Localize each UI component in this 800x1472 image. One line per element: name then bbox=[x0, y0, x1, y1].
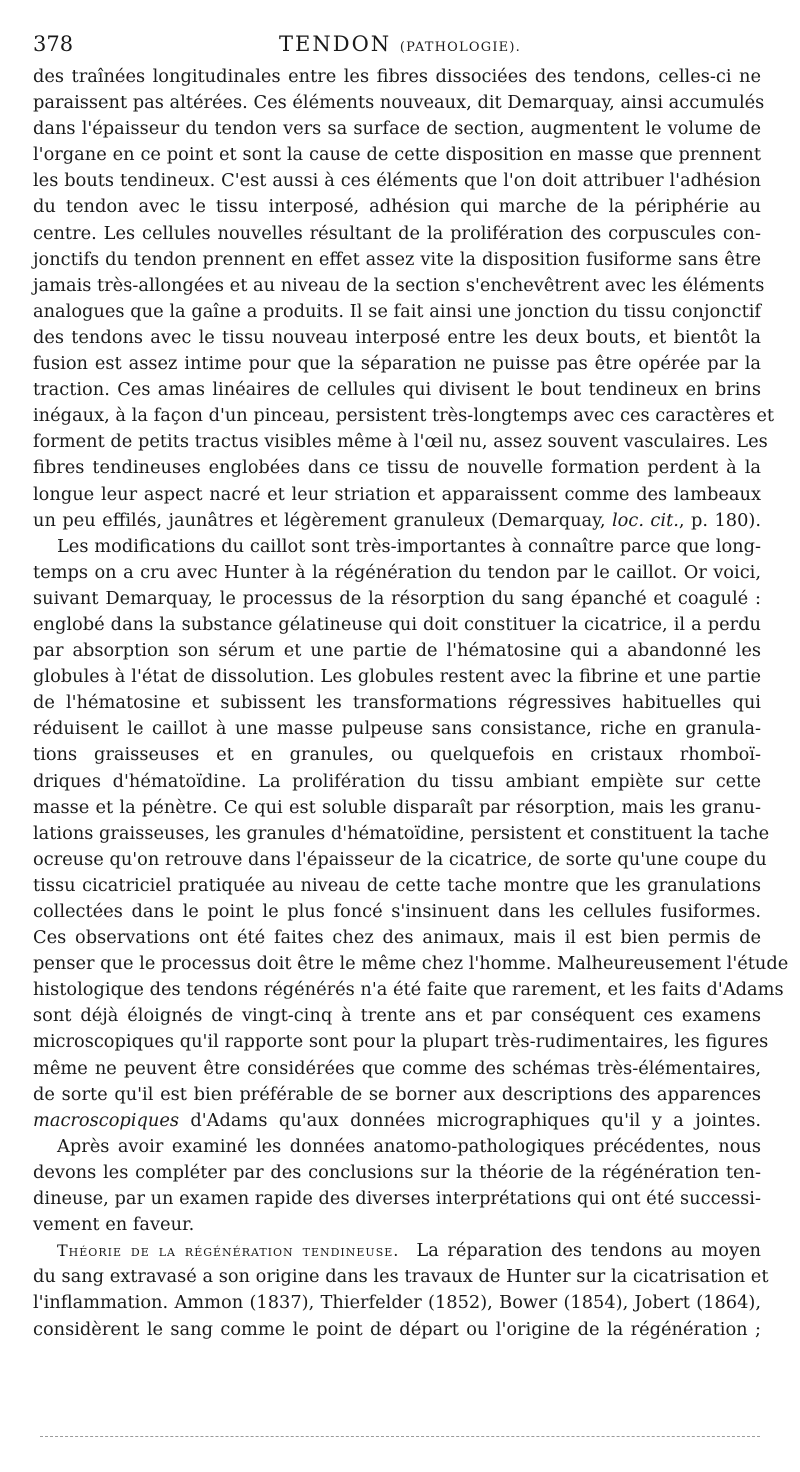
text-line: des tendons avec le tissu nouveau interposé entre les deux bouts, et bientôt la bbox=[33, 326, 761, 348]
text-line: histologique des tendons régénérés n'a été faite que rarement, et les faits d'Adams bbox=[33, 979, 784, 1001]
text-line: l'organe en ce point et sont la cause de cette disposition en masse que prennent bbox=[33, 144, 761, 166]
text-line: fibres tendineuses englobées dans ce tissu de nouvelle formation perdent à la bbox=[33, 457, 761, 479]
running-head-title: TENDON bbox=[279, 32, 392, 56]
text-line: jonctifs du tendon prennent en effet assez vite la disposition fusiforme sans être bbox=[33, 248, 761, 270]
text-line: inégaux, à la façon d'un pinceau, persistent très-longtemps avec ces caractères et bbox=[33, 405, 775, 427]
text-line: paraissent pas altérées. Ces éléments nouveaux, dit Demarquay, ainsi accumulés bbox=[33, 92, 765, 114]
text-line: microscopiques qu'il rapporte sont pour la plupart très-rudimentaires, les figures bbox=[33, 1031, 769, 1053]
page-number: 378 bbox=[33, 32, 74, 56]
text-line-macroscopiques bbox=[33, 1108, 761, 1134]
text-line: Ces observations ont été faites chez des animaux, mais il est bien permis de bbox=[33, 927, 761, 949]
text-line: de l'hématosine et subissent les transformations régressives habituelles qui bbox=[33, 692, 761, 714]
text-line: masse et la pénètre. Ce qui est soluble disparaît par résorption, mais les granu- bbox=[33, 796, 761, 818]
citation-text: un peu effilés, jaunâtres et légèrement granuleux (Demarquay, bbox=[33, 509, 606, 531]
text-line: globules à l'état de dissolution. Les globules restent avec la fibrine et une partie bbox=[33, 666, 761, 688]
text-line: temps on a cru avec Hunter à la régénération du tendon par le caillot. Or voici, bbox=[33, 561, 761, 583]
text-line-section bbox=[33, 1238, 761, 1264]
text-line: réduisent le caillot à une masse pulpeuse sans consistance, riche en granula- bbox=[33, 718, 761, 740]
citation-loc-cit: loc. cit. bbox=[611, 509, 679, 531]
text-line: considèrent le sang comme le point de départ ou l'origine de la régénération ; bbox=[33, 1318, 761, 1340]
running-head-subtitle: (PATHOLOGIE). bbox=[399, 40, 521, 55]
text-line: forment de petits tractus visibles même à l'œil nu, assez souvent vasculaires. Les bbox=[33, 431, 768, 453]
text-line: collectées dans le point le plus foncé s'insinuent dans les cellules fusiformes. bbox=[33, 901, 761, 922]
text-line: tissu cicatriciel pratiquée au niveau de cette tache montre que les granulations bbox=[33, 874, 761, 896]
text-line: penser que le processus doit être le même chez l'homme. Malheureusement l'étude bbox=[33, 953, 789, 975]
text-line: de sorte qu'il est bien préférable de se borner aux descriptions des apparences bbox=[33, 1083, 761, 1105]
text-line: lations graisseuses, les granules d'hématoïdine, persistent et constituent la tache bbox=[33, 822, 770, 844]
page-header bbox=[33, 30, 767, 60]
text-line: analogues que la gaîne a produits. Il se fait ainsi une jonction du tissu conjonctif bbox=[33, 300, 761, 322]
macroscopiques-rest: d'Adams qu'aux données micrographiques qu'il y a jointes. bbox=[190, 1109, 761, 1131]
text-line: englobé dans la substance gélatineuse qui doit constituer la cicatrice, il a perdu bbox=[33, 613, 761, 635]
text-line: jamais très-allongées et au niveau de la section s'enchevêtrent avec les éléments bbox=[33, 274, 765, 296]
text-line: du tendon avec le tissu interposé, adhésion qui marche de la périphérie au bbox=[33, 196, 761, 218]
text-line: dineuse, par un examen rapide des diverses interprétations qui ont été successi- bbox=[33, 1188, 761, 1210]
section-first-text: La réparation des tendons au moyen bbox=[416, 1240, 761, 1262]
text-line: centre. Les cellules nouvelles résultant de la prolifération des corpuscules con- bbox=[33, 222, 761, 244]
text-line: l'inflammation. Ammon (1837), Thierfelder (1852), Bower (1854), Jobert (1864), bbox=[33, 1292, 761, 1314]
section-heading: Théorie de la régénération tendineuse. bbox=[57, 1241, 400, 1261]
text-line: tions graisseuses et en granules, ou quelquefois en cristaux rhomboï- bbox=[33, 744, 761, 766]
text-line: dans l'épaisseur du tendon vers sa surface de section, augmentent le volume de bbox=[33, 118, 761, 140]
running-head bbox=[33, 30, 767, 62]
text-line: fusion est assez intime pour que la séparation ne puisse pas être opérée par la bbox=[33, 353, 761, 375]
text-line: vement en faveur. bbox=[33, 1214, 195, 1236]
text-line: les bouts tendineux. C'est aussi à ces éléments que l'on doit attribuer l'adhésion bbox=[33, 170, 761, 192]
footer-rule bbox=[40, 1436, 760, 1437]
citation-page-ref: , p. 180). bbox=[678, 509, 761, 531]
text-line: devons les compléter par des conclusions sur la théorie de la régénération ten- bbox=[33, 1161, 761, 1183]
body-text bbox=[33, 64, 789, 1343]
text-line: même ne peuvent être considérées que comme des schémas très-élémentaires, bbox=[33, 1057, 761, 1079]
text-line: par absorption son sérum et une partie de l'hématosine qui a abandonné les bbox=[33, 640, 761, 662]
text-line: longue leur aspect nacré et leur striation et apparaissent comme des lambeaux bbox=[33, 483, 761, 505]
text-line: ocreuse qu'on retrouve dans l'épaisseur de la cicatrice, de sorte qu'une coupe du bbox=[33, 848, 767, 870]
text-line: Après avoir examiné les données anatomo-pathologiques précédentes, nous bbox=[57, 1135, 761, 1157]
text-line: sont déjà éloignés de vingt-cinq à trente ans et par conséquent ces examens bbox=[33, 1005, 761, 1027]
text-line: des traînées longitudinales entre les fibres dissociées des tendons, celles-ci ne bbox=[33, 66, 761, 87]
macroscopiques-italic: macroscopiques bbox=[33, 1109, 179, 1131]
text-line: suivant Demarquay, le processus de la résorption du sang épanché et coagulé : bbox=[33, 587, 761, 609]
text-line: Les modifications du caillot sont très-importantes à connaître parce que long- bbox=[57, 535, 761, 557]
text-line: driques d'hématoïdine. La prolifération du tissu ambiant empiète sur cette bbox=[33, 770, 761, 792]
text-line: du sang extravasé a son origine dans les travaux de Hunter sur la cicatrisation et bbox=[33, 1266, 769, 1288]
text-line: traction. Ces amas linéaires de cellules qui divisent le bout tendineux en brins bbox=[33, 379, 761, 401]
text-line-citation bbox=[33, 508, 761, 534]
